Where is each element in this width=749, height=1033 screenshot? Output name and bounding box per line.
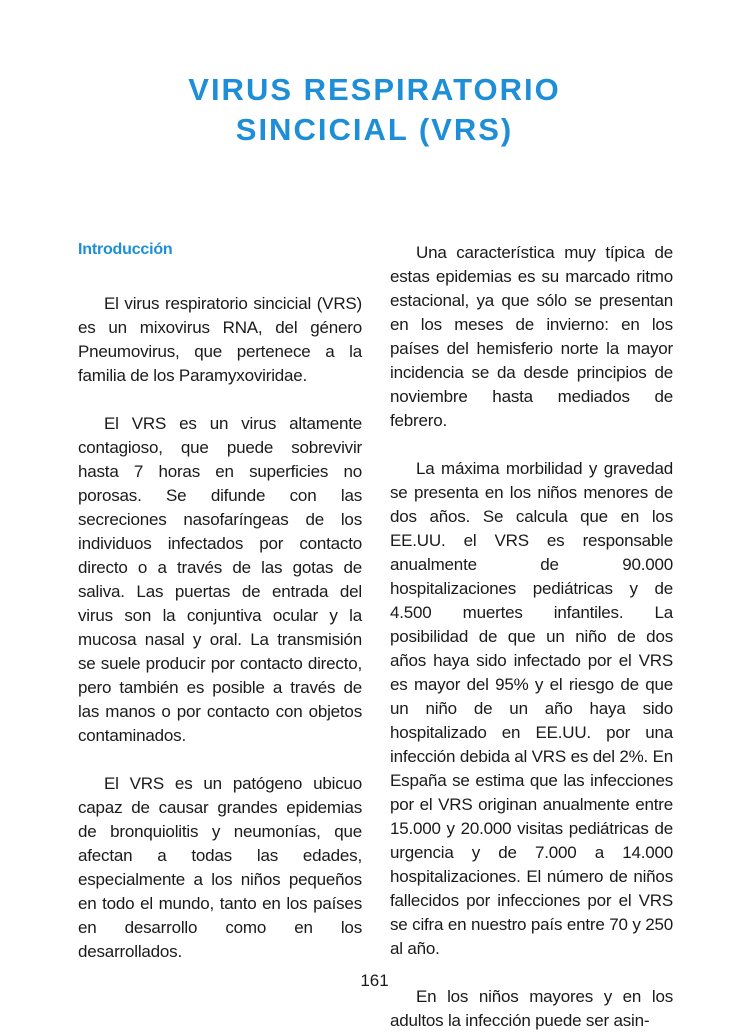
page-title-line-1: VIRUS RESPIRATORIO bbox=[188, 72, 561, 107]
paragraph: El VRS es un patógeno ubicuo capaz de causar grandes epidemias de bronquiolitis y neumonías, que afectan a todas las edades, especialmente a los niños pequeños en todo el mundo, tanto en los países en desarrollo como en los desarrollados. bbox=[78, 774, 362, 961]
page-title-line-2: SINCICIAL (VRS) bbox=[235, 112, 514, 147]
page-title bbox=[0, 70, 749, 150]
paragraph: Una característica muy típica de estas epidemias es su marcado ritmo estacional, ya que sólo se presentan en los meses de invierno: en los países del hemisferio norte la mayor incidencia se da desde principios de noviembre hasta mediados de febrero. bbox=[390, 243, 673, 430]
right-column bbox=[390, 241, 673, 1033]
paragraph: En los niños mayores y en los adultos la infección puede ser asin- bbox=[390, 987, 673, 1030]
paragraph: El virus respiratorio sincicial (VRS) es un mixovirus RNA, del género Pneumovirus, que pertenece a la familia de los Paramyxoviridae. bbox=[78, 294, 362, 385]
left-column bbox=[78, 232, 362, 964]
page-number: 161 bbox=[360, 971, 389, 990]
paragraph: El VRS es un virus altamente contagioso, que puede sobrevivir hasta 7 horas en superficies no porosas. Se difunde con las secreciones nasofaríngeas de los individuos infectados por contacto directo o a través de las gotas de saliva. Las puertas de entrada del virus son la conjuntiva ocular y la mucosa nasal y oral. La transmisión se suele producir por contacto directo, pero también es posible a través de las manos o por contacto con objetos contaminados. bbox=[78, 414, 362, 745]
paragraph: La máxima morbilidad y gravedad se presenta en los niños menores de dos años. Se calcula que en los EE.UU. el VRS es responsable anualmente de 90.000 hospitalizaciones pediátricas y de 4.500 muertes infantiles. La posibilidad de que un niño de dos años haya sido infectado por el VRS es mayor del 95% y el riesgo de que un niño de un año haya sido hospitalizado en EE.UU. por una infección debida al VRS es del 2%. En España se estima que las infecciones por el VRS originan anualmente entre 15.000 y 20.000 visitas pediátricas de urgencia y de 7.000 a 14.000 hospitalizaciones. El número de niños fallecidos por infecciones por el VRS se cifra en nuestro país entre 70 y 250 al año. bbox=[390, 459, 673, 958]
section-heading: Introducción bbox=[78, 241, 173, 258]
